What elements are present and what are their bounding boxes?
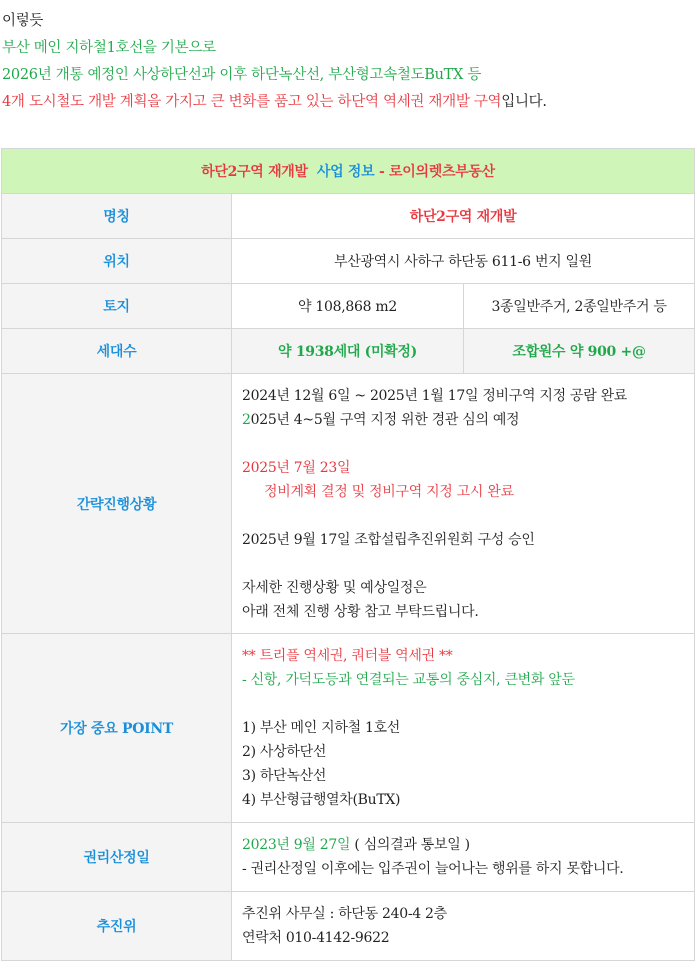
table-row-point [2,634,695,823]
table-row-households [2,329,695,374]
point-label: 가장 중요 POINT [2,634,232,823]
intro-line-2: 부산 메인 지하철1호선을 기본으로 [2,40,216,56]
location-label: 위치 [2,239,232,284]
households-label: 세대수 [2,329,232,374]
rights-date: 2023년 9월 27일 [242,837,351,853]
point-line-2: - 신항, 가덕도등과 연결되는 교통의 중심지, 큰변화 앞둔 [242,672,575,688]
table-header-row [2,149,695,194]
committee-office: 추진위 사무실 : 하단동 240-4 2층 [242,906,447,922]
committee-content [232,892,695,961]
point-item: 3) 하단녹산선 [242,768,327,784]
land-area: 약 108,868 m2 [232,284,464,329]
name-value: 하단2구역 재개발 [232,194,695,239]
table-row-committee [2,892,695,961]
table-row-name [2,194,695,239]
rights-line-1 [242,833,684,857]
point-content [232,634,695,823]
project-info-table [1,148,695,961]
header-section-title: 사업 정보 [316,164,375,180]
progress-line-5: 자세한 진행상황 및 예상일정은 [242,579,427,596]
rights-note: ( 심의결과 통보일 ) [350,837,470,853]
intro-line-4-highlight: 4개 도시철도 개발 계획을 가지고 큰 변화를 품고 있는 하단역 역세권 재개발 구역 [2,94,502,110]
progress-notice-date: 2025년 7월 23일 [242,459,351,476]
table-row-land [2,284,695,329]
union-members-count: 조합원수 약 900 +@ [464,329,695,374]
rights-content [232,823,695,892]
progress-content [232,374,695,634]
point-line-1: ** 트리플 역세권, 쿼터블 역세권 ** [242,648,453,664]
point-item: 1) 부산 메인 지하철 1호선 [242,720,400,736]
intro-line-4 [2,89,547,116]
land-label: 토지 [2,284,232,329]
name-label: 명칭 [2,194,232,239]
committee-label: 추진위 [2,892,232,961]
progress-line-4: 2025년 9월 17일 조합설립추진위원회 구성 승인 [242,531,535,548]
table-row-progress [2,374,695,634]
location-value: 부산광역시 사하구 하단동 611-6 번지 일원 [232,239,695,284]
progress-line-6: 아래 전체 진행 상황 참고 부탁드립니다. [242,603,479,620]
progress-line-1: 2024년 12월 6일 ~ 2025년 1월 17일 정비구역 지정 공람 완료 [242,387,628,404]
rights-label: 권리산정일 [2,823,232,892]
progress-label: 간략진행상황 [2,374,232,634]
intro-text [2,8,547,116]
progress-line-2 [242,408,684,432]
intro-line-1: 이렇듯 [2,13,44,29]
progress-notice-desc: 정비계획 결정 및 정비구역 지정 고시 완료 [264,483,514,500]
intro-line-4-tail: 입니다. [501,94,547,110]
table-header [2,149,695,194]
header-project-name: 하단2구역 재개발 [201,164,308,180]
progress-line-2-rest: 025년 4~5월 구역 지정 위한 경관 심의 예정 [250,411,520,428]
header-author: - 로이의렛츠부동산 [378,164,495,180]
rights-desc: - 권리산정일 이후에는 입주권이 늘어나는 행위를 하지 못합니다. [242,861,624,877]
point-item: 2) 사상하단선 [242,744,327,760]
intro-line-3: 2026년 개통 예정인 사상하단선과 이후 하단녹산선, 부산형고속철도BuTX 등 [2,67,482,83]
committee-contact: 연락처 010-4142-9622 [242,930,390,946]
land-zoning: 3종일반주거, 2종일반주거 등 [464,284,695,329]
table-row-rights [2,823,695,892]
table-row-location [2,239,695,284]
point-item: 4) 부산형급행열차(BuTX) [242,792,401,808]
progress-line-2-first: 2 [242,411,251,428]
households-count: 약 1938세대 (미확정) [232,329,464,374]
